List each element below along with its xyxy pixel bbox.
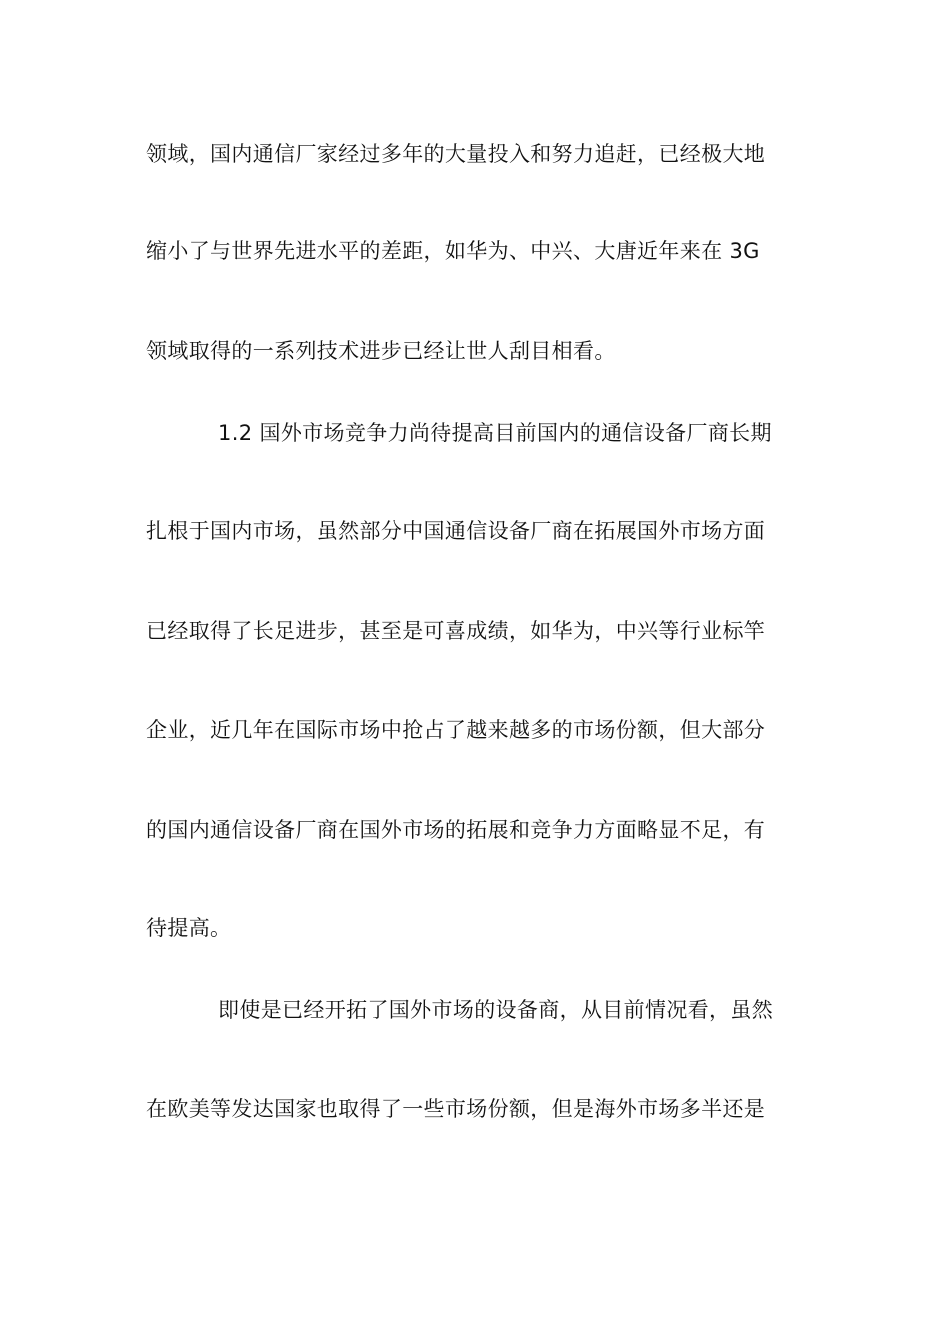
paragraph-line: 已经取得了长足进步，甚至是可喜成绩，如华为，中兴等行业标竿	[146, 619, 766, 643]
paragraph-line: 企业，近几年在国际市场中抢占了越来越多的市场份额，但大部分	[146, 718, 766, 742]
paragraph-line: 待提高。	[146, 916, 232, 940]
paragraph-line: 领域取得的一系列技术进步已经让世人刮目相看。	[146, 339, 616, 363]
paragraph-line: 即使是已经开拓了国外市场的设备商，从目前情况看，虽然	[218, 998, 774, 1022]
paragraph-line: 扎根于国内市场，虽然部分中国通信设备厂商在拓展国外市场方面	[146, 519, 766, 543]
section-heading-line: 1.2 国外市场竞争力尚待提高目前国内的通信设备厂商长期	[218, 421, 772, 445]
paragraph-line: 领域，国内通信厂家经过多年的大量投入和努力追赶，已经极大地	[146, 142, 766, 166]
paragraph-line: 的国内通信设备厂商在国外市场的拓展和竞争力方面略显不足，有	[146, 818, 766, 842]
paragraph-line: 在欧美等发达国家也取得了一些市场份额，但是海外市场多半还是	[146, 1097, 766, 1121]
paragraph-line: 缩小了与世界先进水平的差距，如华为、中兴、大唐近年来在 3G	[146, 239, 760, 263]
